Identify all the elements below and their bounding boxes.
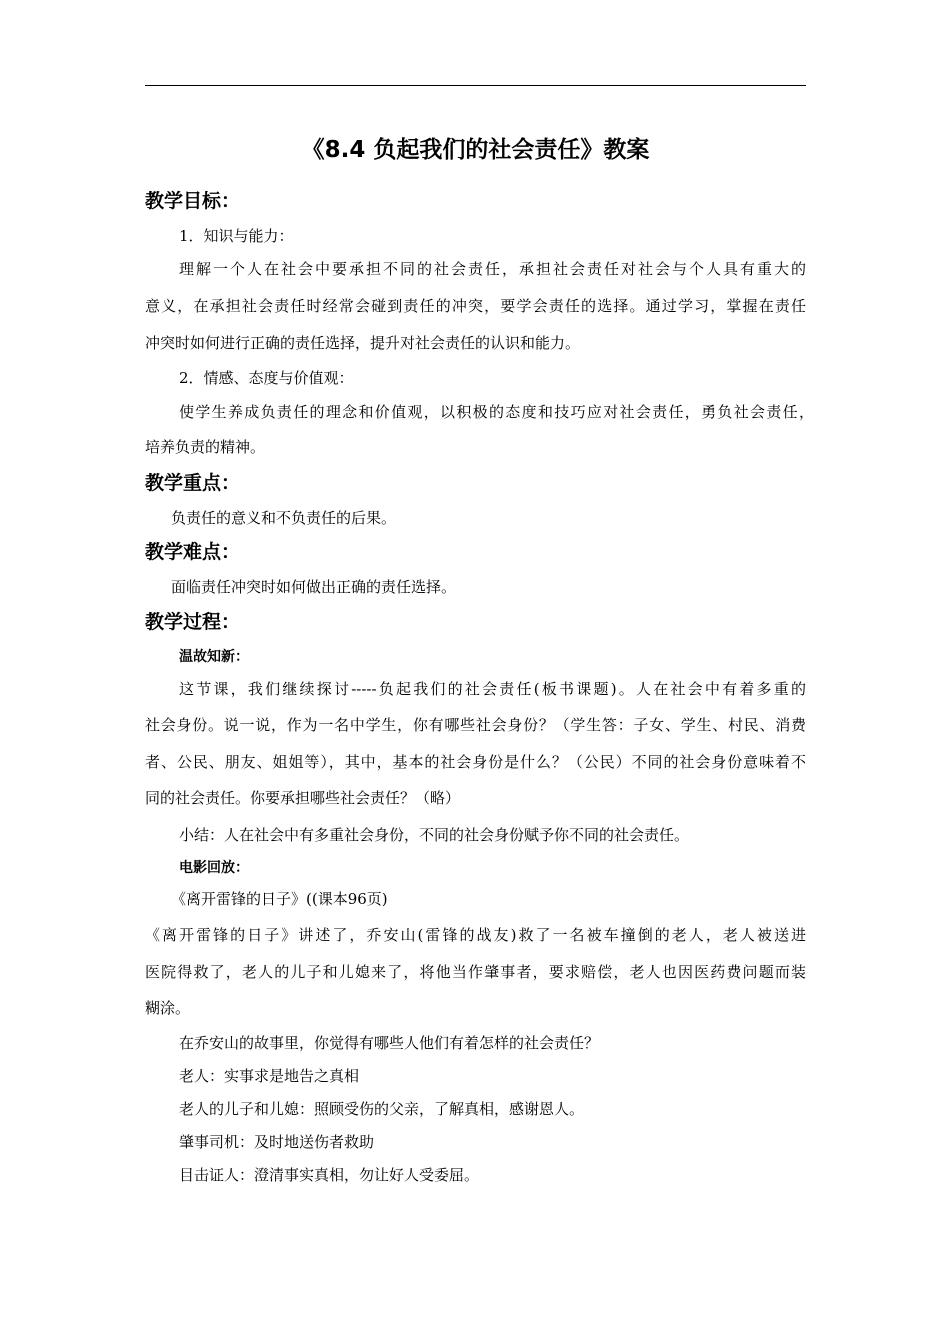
answer-item: 肇事司机：及时地送伤者救助: [179, 1133, 375, 1151]
answer-item: 目击证人：澄清事实真相，勿让好人受委屈。: [179, 1166, 480, 1184]
heading-process: 教学过程：: [145, 611, 241, 633]
objective-1-label: 1．知识与能力：: [179, 227, 294, 245]
header-rule: [145, 85, 806, 86]
review-line: 同的社会责任。你要承担哪些社会责任？（略）: [145, 789, 461, 807]
document-title: 《8.4 负起我们的社会责任》教案: [301, 137, 650, 163]
movie-line: 糊涂。: [145, 999, 191, 1017]
objective-1-line: 理解一个人在社会中要承担不同的社会责任，承担社会责任对社会与个人具有重大的: [179, 260, 806, 278]
review-line: 社会身份。说一说，作为一名中学生，你有哪些社会身份？（学生答：子女、学生、村民、消费: [145, 716, 806, 734]
review-line: 者、公民、朋友、姐姐等），其中，基本的社会身份是什么？（公民）不同的社会身份意味着不: [145, 753, 806, 771]
heading-key-points: 教学重点：: [145, 472, 241, 494]
objective-2-line: 培养负责的精神。: [145, 438, 266, 456]
movie-line: 医院得救了，老人的儿子和儿媳来了，将他当作肇事者，要求赔偿，老人也因医药费问题而装: [145, 963, 806, 981]
movie-label: 电影回放：: [179, 860, 249, 876]
difficulties-text: 面临责任冲突时如何做出正确的责任选择。: [171, 578, 457, 596]
heading-difficulties: 教学难点：: [145, 541, 241, 563]
objective-2-label: 2．情感、态度与价值观：: [179, 369, 354, 387]
review-line: 这节课，我们继续探讨-----负起我们的社会责任(板书课题)。人在社会中有着多重的: [179, 680, 806, 698]
objective-1-line: 冲突时如何进行正确的责任选择，提升对社会责任的认识和能力。: [145, 334, 581, 352]
answer-item: 老人：实事求是地告之真相: [179, 1067, 360, 1085]
review-label: 温故知新：: [179, 649, 249, 665]
question-text: 在乔安山的故事里，你觉得有哪些人他们有着怎样的社会责任？: [179, 1034, 600, 1052]
movie-line: 《离开雷锋的日子》讲述了，乔安山(雷锋的战友)救了一名被车撞倒的老人，老人被送进: [145, 926, 806, 944]
objective-1-line: 意义，在承担社会责任时经常会碰到责任的冲突，要学会责任的选择。通过学习，掌握在责任: [145, 297, 806, 315]
summary-text: 小结：人在社会中有多重社会身份，不同的社会身份赋予你不同的社会责任。: [179, 826, 690, 844]
heading-objectives: 教学目标：: [145, 190, 241, 212]
movie-reference: 《离开雷锋的日子》((课本96页): [171, 890, 388, 908]
key-points-text: 负责任的意义和不负责任的后果。: [171, 509, 397, 527]
answer-item: 老人的儿子和儿媳：照顾受伤的父亲，了解真相，感谢恩人。: [179, 1100, 585, 1118]
objective-2-line: 使学生养成负责任的理念和价值观，以积极的态度和技巧应对社会责任，勇负社会责任，: [179, 403, 814, 421]
